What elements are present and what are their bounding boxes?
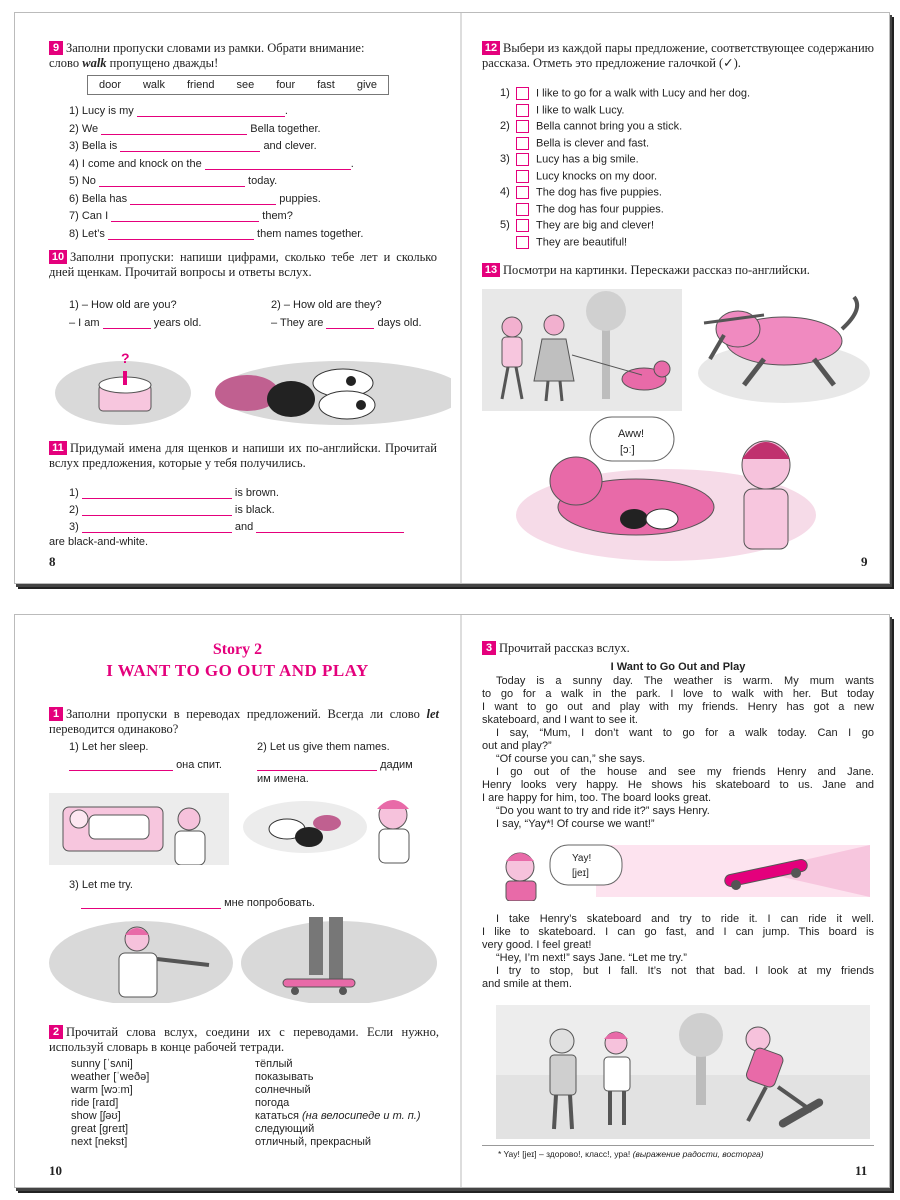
- n: 1): [69, 487, 79, 499]
- ex9-text: Заполни пропуски словами из рамки. Обрати внимание:: [66, 41, 365, 55]
- checkbox[interactable]: [516, 236, 529, 249]
- word-en[interactable]: next [nekst]: [71, 1136, 128, 1148]
- ex2-word-list: [71, 1058, 451, 1149]
- item-number: 3): [69, 140, 79, 152]
- a-text: years old.: [153, 317, 202, 329]
- top-spread: [14, 12, 890, 584]
- n: 2): [69, 504, 79, 516]
- answer-blank[interactable]: [120, 141, 260, 152]
- story-line: to go for a walk in the park. I love to walk with her. But today: [482, 688, 874, 700]
- ex13-number: 13: [482, 263, 500, 277]
- word-ru[interactable]: погода: [255, 1097, 290, 1109]
- answer-blank[interactable]: [69, 760, 173, 771]
- footnote-text: * Yay! [jeɪ] – здорово!, класс!, ура!: [498, 1149, 633, 1159]
- bubble-text: Aww!: [618, 428, 645, 440]
- item-number: 4): [69, 157, 79, 170]
- story-title: I WANT TO GO OUT AND PLAY: [106, 661, 369, 680]
- running-dog-illustration: [694, 289, 874, 411]
- bubble-phonetic: [ɔː]: [620, 444, 635, 456]
- item-text: Let’s: [81, 227, 105, 240]
- ex10-number: 10: [49, 250, 67, 264]
- ex10-q1: 1) – How old are you?: [69, 299, 177, 311]
- girl-pointing-and-skateboard-illustration: [49, 917, 439, 1003]
- page-10: [15, 615, 460, 1187]
- t: is black.: [234, 504, 275, 516]
- story-line: I say, “Yay*! Of course we want!”: [496, 818, 655, 830]
- t: is brown.: [234, 487, 279, 499]
- t: мне попробовать.: [224, 897, 315, 909]
- story-line: Henry looks very happy. He shows his skateboard to us. Jane and: [482, 779, 874, 791]
- page-number-8: 8: [49, 554, 56, 569]
- kids-skateboarding-illustration: [496, 1005, 870, 1139]
- answer-blank[interactable]: [103, 318, 151, 329]
- story-line: “Do you want to try and ride it?” says Henry.: [496, 805, 710, 817]
- ex1-s1: 1) Let her sleep.: [69, 741, 149, 753]
- word-en[interactable]: great [greɪt]: [71, 1123, 129, 1135]
- ex1-s3: 3) Let me try.: [69, 879, 133, 891]
- item-text: Can I: [81, 210, 109, 222]
- story-line: very good. I feel great!: [482, 939, 592, 951]
- answer-blank[interactable]: [82, 522, 232, 533]
- ex1-number: 1: [49, 707, 63, 721]
- story-line: skateboard, and I want to see it.: [482, 714, 638, 726]
- bottom-spread: [14, 614, 890, 1188]
- pair-number: 3): [500, 153, 510, 166]
- ex11-line4: are black-and-white.: [49, 536, 149, 548]
- checkbox[interactable]: [516, 120, 529, 133]
- bubble-phonetic: [jeɪ]: [572, 868, 589, 879]
- item-text: and clever.: [263, 140, 317, 152]
- ex9-text2: слово: [49, 56, 83, 70]
- ex2-instruction: [49, 1025, 439, 1055]
- story-line: I like to skateboard. I can go fast, and I can jump. This board is: [482, 926, 874, 938]
- answer-blank[interactable]: [326, 318, 374, 329]
- item-text: today.: [248, 175, 278, 187]
- checkbox[interactable]: [516, 170, 529, 183]
- answer-blank[interactable]: [205, 159, 351, 170]
- ex1-text2: переводится одинаково?: [49, 722, 179, 736]
- story-line: and smile at them.: [482, 978, 572, 990]
- story-paragraph-2: [482, 913, 874, 991]
- ex10-text: Заполни пропуски: напиши цифрами, сколько тебе лет и сколько дней щенкам. Прочитай вопросы и ответы вслух.: [49, 250, 437, 279]
- ex9-text3: пропущено дважды!: [106, 56, 219, 70]
- option-text: Lucy has a big smile.: [536, 153, 639, 166]
- answer-blank[interactable]: [256, 522, 404, 533]
- t: дадим: [380, 759, 413, 771]
- ex2-text: Прочитай слова вслух, соедини их с переводами. Если нужно, используй словарь в конце рабочей тетради.: [49, 1025, 439, 1054]
- option-text: The dog has five puppies.: [536, 186, 662, 199]
- word-ru[interactable]: следующий: [255, 1123, 315, 1135]
- page-number-10: 10: [49, 1163, 62, 1178]
- pair-number: 2): [500, 120, 510, 133]
- word-ru[interactable]: солнечный: [255, 1084, 311, 1096]
- checkbox[interactable]: [516, 137, 529, 150]
- cake-and-puppies-illustration: [51, 335, 451, 425]
- ex1-instruction: [49, 707, 439, 737]
- item-text: Bella is: [81, 140, 118, 152]
- ex3-text: Прочитай рассказ вслух.: [499, 641, 630, 655]
- ex11-line3: [69, 521, 404, 533]
- item-text: Bella has: [81, 192, 128, 205]
- ex9-item: [69, 105, 449, 123]
- ex12-row: [500, 153, 870, 170]
- girl-with-dog-and-puppies-illustration: [516, 415, 876, 563]
- word-ru[interactable]: тёплый: [255, 1058, 293, 1070]
- ex2-row: [71, 1071, 451, 1084]
- story-line: I want to go out and play with my friends. Henry has got a new: [482, 701, 874, 713]
- item-text: Lucy is my: [81, 105, 134, 117]
- ex2-row: [71, 1136, 451, 1149]
- checkbox[interactable]: [516, 186, 529, 199]
- answer-blank[interactable]: [81, 898, 221, 909]
- ex1-text: Заполни пропуски в переводах предложений. Всегда ли слово: [66, 707, 427, 721]
- story-line-text: “Mum, I don’t want to go for a walk today. Can I go: [539, 727, 874, 739]
- option-text: They are beautiful!: [536, 235, 628, 248]
- a-text: – They are: [271, 317, 324, 329]
- checkbox[interactable]: [516, 203, 529, 216]
- story-line: out and play?”: [482, 740, 552, 752]
- story-text-title: I Want to Go Out and Play: [610, 661, 746, 673]
- item-number: 7): [69, 210, 79, 222]
- ex9-item: [69, 210, 449, 228]
- ex12-row: [500, 87, 870, 104]
- svg-text:?: ?: [121, 350, 130, 366]
- ex1-s1-translation: [69, 759, 222, 771]
- ex13-text: Посмотри на картинки. Перескажи рассказ по-английски.: [503, 263, 810, 277]
- story-line: Today is a sunny day. The weather is warm. My mum wants: [496, 675, 874, 687]
- ex12-pairs: [500, 87, 870, 252]
- boy-and-skateboard-illustration: [496, 841, 870, 901]
- word-box: [87, 75, 389, 95]
- ex11-line2: [69, 504, 275, 516]
- word-ru[interactable]: отличный, прекрасный: [255, 1136, 372, 1148]
- ex12-row: [500, 236, 870, 253]
- item-text: them names together.: [257, 227, 364, 240]
- word-ru-note: (на велосипеде и т. п.): [302, 1110, 421, 1122]
- ex11-number: 11: [49, 441, 67, 455]
- a-text: – I am: [69, 317, 100, 329]
- story-line: “Of course you can,” she says.: [496, 753, 646, 765]
- story-line-prefix: I say,: [496, 727, 540, 739]
- item-number: 2): [69, 122, 79, 135]
- option-text: The dog has four puppies.: [536, 202, 664, 215]
- ex10-a2: [271, 317, 422, 329]
- sleeping-girl-and-puppies-illustration: [49, 793, 439, 865]
- page-9: [462, 13, 889, 583]
- item-text: puppies.: [279, 192, 321, 205]
- word-ru[interactable]: кататься: [255, 1110, 299, 1122]
- answer-blank[interactable]: [257, 760, 377, 771]
- pair-number: 4): [500, 186, 510, 199]
- ex3-instruction: [482, 641, 874, 656]
- ex1-let: let: [426, 707, 439, 721]
- ex13-instruction: [482, 263, 874, 278]
- ex2-row: [71, 1110, 451, 1123]
- ex9-instruction: [49, 41, 439, 71]
- n: 3): [69, 521, 79, 533]
- ex2-row: [71, 1084, 451, 1097]
- item-text: No: [81, 175, 96, 187]
- answer-blank[interactable]: [111, 211, 259, 222]
- option-text: They are big and clever!: [536, 219, 655, 232]
- ex10-a1: [69, 317, 201, 329]
- word-ru[interactable]: показывать: [255, 1071, 314, 1083]
- ex2-row: [71, 1097, 451, 1110]
- ex12-row: [500, 203, 870, 220]
- ex10-q2: 2) – How old are they?: [271, 299, 382, 311]
- answer-blank[interactable]: [82, 505, 232, 516]
- answer-blank[interactable]: [99, 176, 245, 187]
- t: она спит.: [176, 759, 222, 771]
- answer-blank[interactable]: [82, 488, 232, 499]
- ex1-s2-translation: [257, 759, 413, 771]
- item-text: them?: [262, 210, 293, 222]
- ex9-number: 9: [49, 41, 63, 55]
- item-number: 1): [69, 105, 79, 117]
- checkbox[interactable]: [516, 153, 529, 166]
- speech-bubble: [550, 845, 622, 885]
- ex12-row: [500, 219, 870, 236]
- ex1-s3-translation: [81, 897, 315, 909]
- word: door: [98, 79, 122, 91]
- story-line: I go out of the house and see my friends Henry and Jane.: [496, 766, 874, 778]
- ex11-text: Придумай имена для щенков и напиши их по-английски. Прочитай вслух предложения, которые у тебя получились.: [49, 441, 437, 470]
- ex9-item: [69, 193, 449, 211]
- word-en[interactable]: ride [raɪd]: [71, 1097, 119, 1109]
- word: friend: [186, 79, 215, 91]
- footnote-note: (выражение радости, восторга): [632, 1149, 764, 1159]
- item-text: Bella together.: [250, 122, 321, 135]
- word: see: [236, 79, 255, 91]
- t: and: [234, 521, 254, 533]
- item-number: 5): [69, 175, 79, 187]
- ex12-number: 12: [482, 41, 500, 55]
- word-en[interactable]: show [ʃəʊ]: [71, 1110, 121, 1122]
- page-8: [15, 13, 460, 583]
- word: four: [276, 79, 296, 91]
- word-en[interactable]: warm [wɔːm]: [71, 1084, 133, 1096]
- story-line: I take Henry’s skateboard and try to ride it. I can ride it well.: [496, 913, 874, 925]
- ex12-text: Выбери из каждой пары предложение, соответствующее содержанию рассказа. Отметь это предложение галочкой (✓).: [482, 41, 874, 70]
- page-11: [462, 615, 889, 1187]
- footnote: [498, 1149, 764, 1159]
- ex9-item: [69, 158, 449, 176]
- item-text: We: [81, 122, 99, 135]
- ex12-row: [500, 170, 870, 187]
- ex12-row: [500, 186, 870, 203]
- story-label: Story 2: [212, 641, 263, 658]
- item-number: 8): [69, 227, 79, 240]
- a-text: days old.: [377, 317, 422, 329]
- answer-blank[interactable]: [137, 106, 285, 117]
- answer-blank[interactable]: [130, 194, 276, 205]
- word-en[interactable]: weather [ˈweðə]: [71, 1071, 150, 1083]
- word: walk: [142, 79, 165, 91]
- ex9-item: [69, 228, 449, 246]
- checkbox[interactable]: [516, 104, 529, 117]
- page-number-9: 9: [861, 554, 868, 569]
- bubble-text: Yay!: [572, 853, 592, 864]
- word-en[interactable]: sunny [ˈsʌni]: [71, 1058, 133, 1070]
- item-text: .: [350, 157, 354, 170]
- item-number: 6): [69, 192, 79, 205]
- story-line: [482, 727, 874, 740]
- ex9-item: [69, 175, 449, 193]
- ex10-instruction: [49, 250, 437, 280]
- option-text: I like to walk Lucy.: [536, 103, 625, 116]
- item-text: I come and knock on the: [81, 157, 202, 170]
- ex12-row: [500, 137, 870, 154]
- ex2-number: 2: [49, 1025, 63, 1039]
- answer-blank[interactable]: [108, 229, 254, 240]
- ex12-row: [500, 120, 870, 137]
- item-text: .: [284, 105, 288, 117]
- story-line: “Hey, I’m next!” says Jane. “Let me try.”: [496, 952, 687, 964]
- ex9-item: [69, 123, 449, 141]
- ex9-item: [69, 140, 449, 158]
- word: give: [356, 79, 378, 91]
- option-text: Lucy knocks on my door.: [536, 169, 658, 182]
- page-number-11: 11: [855, 1163, 868, 1178]
- word: fast: [317, 79, 335, 91]
- ex11-instruction: [49, 441, 437, 471]
- ex3-number: 3: [482, 641, 496, 655]
- girls-walking-dog-illustration: [482, 289, 682, 411]
- pair-number: 5): [500, 219, 510, 232]
- ex1-s2-translation-b: им имена.: [257, 773, 309, 785]
- ex2-row: [71, 1123, 451, 1136]
- story-line: I are happy for him, too. The board looks great.: [482, 792, 712, 804]
- option-text: Bella cannot bring you a stick.: [536, 120, 683, 133]
- ex11-line1: [69, 487, 279, 499]
- ex12-row: [500, 104, 870, 121]
- checkbox[interactable]: [516, 219, 529, 232]
- checkbox[interactable]: [516, 87, 529, 100]
- option-text: Bella is clever and fast.: [536, 136, 650, 149]
- story-line: I try to stop, but I fall. It’s not that bad. I look at my friends: [496, 965, 874, 977]
- ex9-items: [69, 105, 449, 245]
- ex9-walk: walk: [82, 56, 107, 70]
- pair-number: 1): [500, 87, 510, 100]
- answer-blank[interactable]: [101, 124, 247, 135]
- ex2-row: [71, 1058, 451, 1071]
- ex1-s2: 2) Let us give them names.: [257, 741, 390, 753]
- ex12-instruction: [482, 41, 874, 71]
- option-text: I like to go for a walk with Lucy and her dog.: [536, 87, 751, 100]
- story-paragraph-1: [482, 675, 874, 831]
